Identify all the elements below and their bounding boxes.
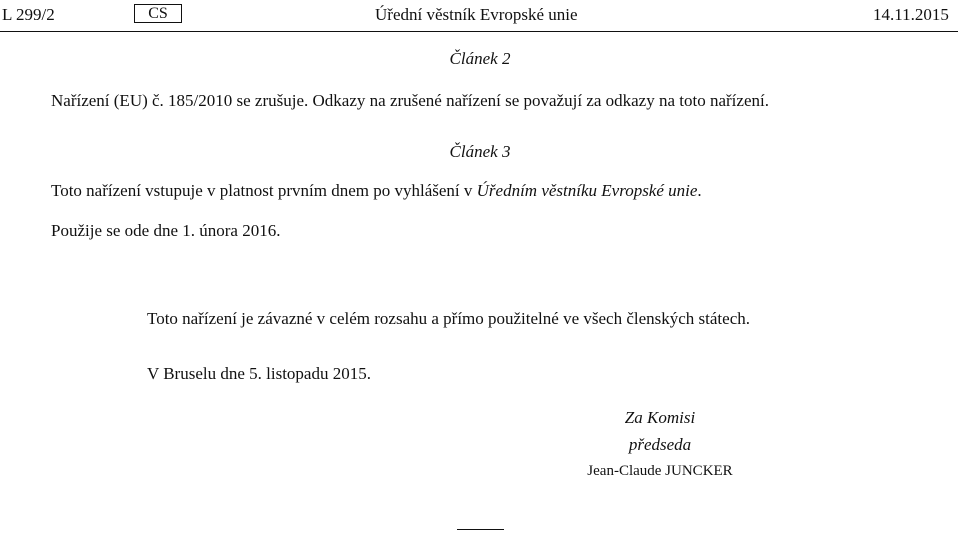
article-2-text: Nařízení (EU) č. 185/2010 se zrušuje. Odkazy na zrušené nařízení se považují za odkazy na toto nařízení.	[51, 91, 769, 110]
article-3-title: Článek 3	[449, 142, 511, 161]
footer-divider	[457, 529, 504, 530]
language-badge: CS	[134, 4, 182, 23]
issue-reference: L 299/2	[2, 5, 55, 24]
journal-title: Úřední věstník Evropské unie	[375, 5, 578, 24]
signatory-name: Jean-Claude JUNCKER	[587, 463, 733, 479]
signature-for-label: Za Komisi	[624, 408, 696, 427]
publication-date: 14.11.2015	[873, 5, 949, 24]
article-3-text-lead: Toto nařízení vstupuje v platnost prvním dnem po vyhlášení v	[51, 181, 477, 200]
binding-clause: Toto nařízení je závazné v celém rozsahu a přímo použitelné ve všech členských státech.	[147, 309, 750, 328]
article-2-title: Článek 2	[449, 49, 511, 68]
article-3-text-end: .	[697, 181, 702, 200]
application-date-text: Použije se ode dne 1. února 2016.	[51, 221, 281, 240]
signatory-role: předseda	[628, 435, 692, 454]
journal-reference: Úředním věstníku Evropské unie	[476, 181, 698, 200]
header-divider	[0, 31, 958, 32]
place-and-date: V Bruselu dne 5. listopadu 2015.	[147, 364, 371, 383]
article-3-text	[51, 181, 702, 201]
